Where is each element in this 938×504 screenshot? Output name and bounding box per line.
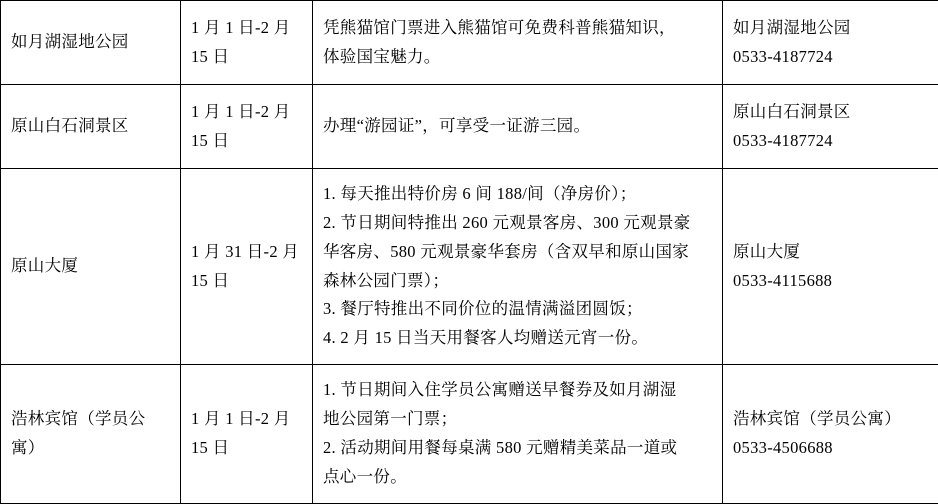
contact-name: 浩林宾馆（学员公寓） [733, 405, 928, 434]
venue-name-text: 原山大厦 [11, 252, 170, 281]
content-line: 3. 餐厅特推出不同价位的温情满溢团圆饭； [323, 295, 712, 324]
cell-date [181, 169, 313, 365]
contact-phone: 0533-4187724 [733, 43, 928, 72]
content-line: 1. 每天推出特价房 6 间 188/间（净房价）； [323, 180, 712, 209]
content-line: 2. 节日期间特推出 260 元观景客房、300 元观景豪 [323, 209, 712, 238]
contact-phone: 0533-4506688 [733, 434, 928, 463]
content-line: 4. 2 月 15 日当天用餐客人均赠送元宵一份。 [323, 324, 712, 353]
cell-date [181, 85, 313, 169]
cell-offer-content [313, 365, 723, 504]
content-line: 华客房、580 元观景豪华套房（含双早和原山国家 [323, 238, 712, 267]
date-line: 1 月 1 日-2 月 [191, 98, 302, 127]
cell-date [181, 365, 313, 504]
contact-name: 原山白石洞景区 [733, 98, 928, 127]
contact-phone: 0533-4115688 [733, 267, 928, 296]
table-row [1, 365, 938, 504]
content-line: 1. 节日期间入住学员公寓赠送早餐券及如月湖湿 [323, 376, 712, 405]
table-row [1, 169, 938, 365]
content-line: 办理“游园证”，可享受一证游三园。 [323, 112, 712, 141]
venue-name-text: 原山白石洞景区 [11, 112, 170, 141]
venue-name-text: 如月湖湿地公园 [11, 28, 170, 57]
venue-name-text: 浩林宾馆（学员公寓） [11, 405, 170, 463]
cell-contact [723, 365, 938, 504]
date-line: 15 日 [191, 43, 302, 72]
cell-offer-content [313, 169, 723, 365]
date-line: 15 日 [191, 127, 302, 156]
content-line: 点心一份。 [323, 463, 712, 492]
cell-date [181, 1, 313, 85]
contact-name: 原山大厦 [733, 238, 928, 267]
cell-venue-name [1, 365, 181, 504]
content-line: 森林公园门票）； [323, 267, 712, 296]
content-line: 体验国宝魅力。 [323, 43, 712, 72]
date-line: 1 月 1 日-2 月 [191, 14, 302, 43]
date-line: 15 日 [191, 267, 302, 296]
cell-venue-name [1, 85, 181, 169]
date-line: 1 月 1 日-2 月 [191, 405, 302, 434]
table-row [1, 1, 938, 85]
content-line: 凭熊猫馆门票进入熊猫馆可免费科普熊猫知识， [323, 14, 712, 43]
cell-offer-content [313, 85, 723, 169]
cell-venue-name [1, 169, 181, 365]
content-line: 2. 活动期间用餐每桌满 580 元赠精美菜品一道或 [323, 434, 712, 463]
contact-name: 如月湖湿地公园 [733, 14, 928, 43]
date-line: 15 日 [191, 434, 302, 463]
cell-venue-name [1, 1, 181, 85]
date-line: 1 月 31 日-2 月 [191, 238, 302, 267]
cell-offer-content [313, 1, 723, 85]
cell-contact [723, 1, 938, 85]
cell-contact [723, 85, 938, 169]
table-row [1, 85, 938, 169]
contact-phone: 0533-4187724 [733, 127, 928, 156]
cell-contact [723, 169, 938, 365]
content-line: 地公园第一门票； [323, 405, 712, 434]
